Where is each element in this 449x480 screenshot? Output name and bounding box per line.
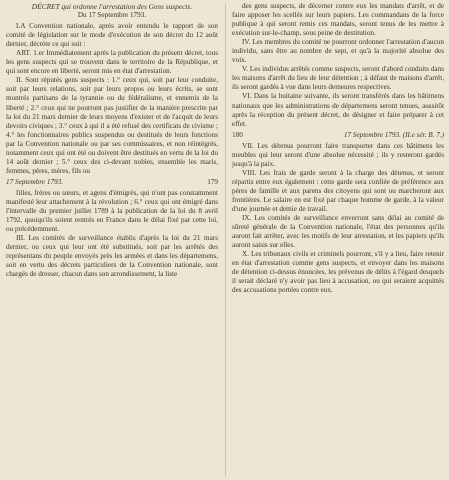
- decree-heading: DÉCRET qui ordonne l'arrestation des Gens suspects.: [31, 2, 193, 11]
- paragraph-article-10: X. Les tribunaux civils et criminels pourront, s'il y a lieu, faire retenir en état d'arrestation comme gens suspects, et envoyer dans les maisons de détention ci-dessus énoncées, les prévenus de délits à l'égard desquels il serait déclaré n'y avoir pas lieu à accusation, ou qui seraient acquittés des accusations portées contre eux.: [232, 250, 444, 295]
- right-column: [232, 2, 444, 478]
- page-header-date: 17 Septembre 1793.: [6, 177, 64, 186]
- page-header-line: [232, 131, 444, 140]
- page-number: 180: [232, 130, 243, 139]
- paragraph-article-3-cont: des gens suspects, de décerner contre eux les mandats d'arrêt, et de faire apposer les scellés sur leurs papiers. Les commandans de la force publique à qui seront remis ces mandats, seront tenus de les mettre à exécution sur-le-champ, sous peine de destitution.: [232, 2, 444, 38]
- paragraph-article-4: IV. Les membres du comité ne pourront ordonner l'arrestation d'aucun individu, sans être au nombre de sept, et qu'à la majorité absolue des voix.: [232, 38, 444, 65]
- paragraph-article-9: IX. Les comités de surveillance enverront sans délai au comité de sûreté générale de la Convention nationale, l'état des personnes qu'ils auront fait arrêter, avec les motifs de leur arrestation, et les papiers qu'ils auront saisis sur elles.: [232, 214, 444, 250]
- page-header-date: 17 Septembre 1793. (II.e sér. B. 7.): [343, 130, 444, 139]
- paragraph-article-8: VIII. Les frais de garde seront à la charge des détenus, et seront répartis entre eux également : cette garde sera confiée de préférence aux pères de famille et aux parens des citoyens qui sont ou marcheront aux frontières. Le salaire en est fixé par chaque homme de garde, à la valeur d'une journée et demie de travail.: [232, 168, 444, 214]
- paragraph-article-1: ART. 1.er Immédiatement après la publication du présent décret, tous les gens suspects qui se trouvent dans le territoire de la République, et qui sont encore en liberté, seront mis en état d'arrestation.: [6, 49, 218, 76]
- page-header-line: [6, 178, 218, 187]
- paragraph-article-6: VI. Dans la huitaine suivante, ils seront transférés dans les bâtimens nationaux que les administrations de départemens seront tenues, aussitôt après la réception du présent décret, de désigner et faire préparer à cet effet.: [232, 92, 444, 128]
- paragraph-article-7: VII. Les détenus pourront faire transporter dans ces bâtimens les meubles qui leur seront d'une absolue nécessité ; ils y resteront gardés jusqu'à la paix.: [232, 141, 444, 168]
- paragraph-article-2-cont: filles, frères ou sœurs, et agens d'émigrés, qui n'ont pas constamment manifesté leur attachement à la révolution ; 6.° ceux qui ont émigré dans l'intervalle du premier juillet 1789 à la publication de la loi du 8 avril 1792, quoiqu'ils soient rentrés en France dans le délai fixé par cette loi, ou précédemment.: [6, 188, 218, 234]
- decree-date: Du 17 Septembre 1793.: [77, 11, 147, 20]
- paragraph-article-2: II. Sont réputés gens suspects : 1.° ceux qui, soit par leur conduite, soit par leurs relations, soit par leurs propos ou leurs écrits, se sont montrés partisans de la tyrannie ou du fédéralisme, et ennemis de la liberté ; 2.° ceux qui ne pourront pas justifier de la manière prescrite par la loi du 21 mars dernier de leurs moyens d'exister et de l'acquit de leurs devoirs civiques ; 3.° ceux à qui il a été refusé des certificats de civisme ; 4.° les fonctionnaires publics suspendus ou destitués de leurs fonctions par la Convention nationale ou par ses commissaires, et non réintégrés, notamment ceux qui ont été ou doivent être destitués en vertu de la loi du 14 août dernier ; 5.° ceux des ci-devant nobles, ensemble les maris, femmes, pères, mères, fils ou: [6, 76, 218, 175]
- paragraph-preamble: LA Convention nationale, après avoir entendu le rapport de son comité de législation sur le mode d'exécution de son décret du 12 août dernier, décrète ce qui suit :: [6, 22, 218, 49]
- column-divider: [225, 4, 226, 476]
- paragraph-article-5: V. Les individus arrêtés comme suspects, seront d'abord conduits dans les maisons d'arrêt du lieu de leur détention ; à défaut de maisons d'arrêt, ils seront gardés à vue dans leurs demeures respectives.: [232, 65, 444, 92]
- left-column: [6, 2, 218, 478]
- page-number: 179: [207, 177, 218, 186]
- paragraph-article-3: III. Les comités de surveillance établis d'après la loi du 21 mars dernier, ou ceux qui leur ont été substitués, soit par les arrêtés des représentans du peuple envoyés près les armées et dans les départemens, soit en vertu des décrets particuliers de la Convention nationale, sont chargés de dresser, chacun dans son arrondissement, la liste: [6, 234, 218, 279]
